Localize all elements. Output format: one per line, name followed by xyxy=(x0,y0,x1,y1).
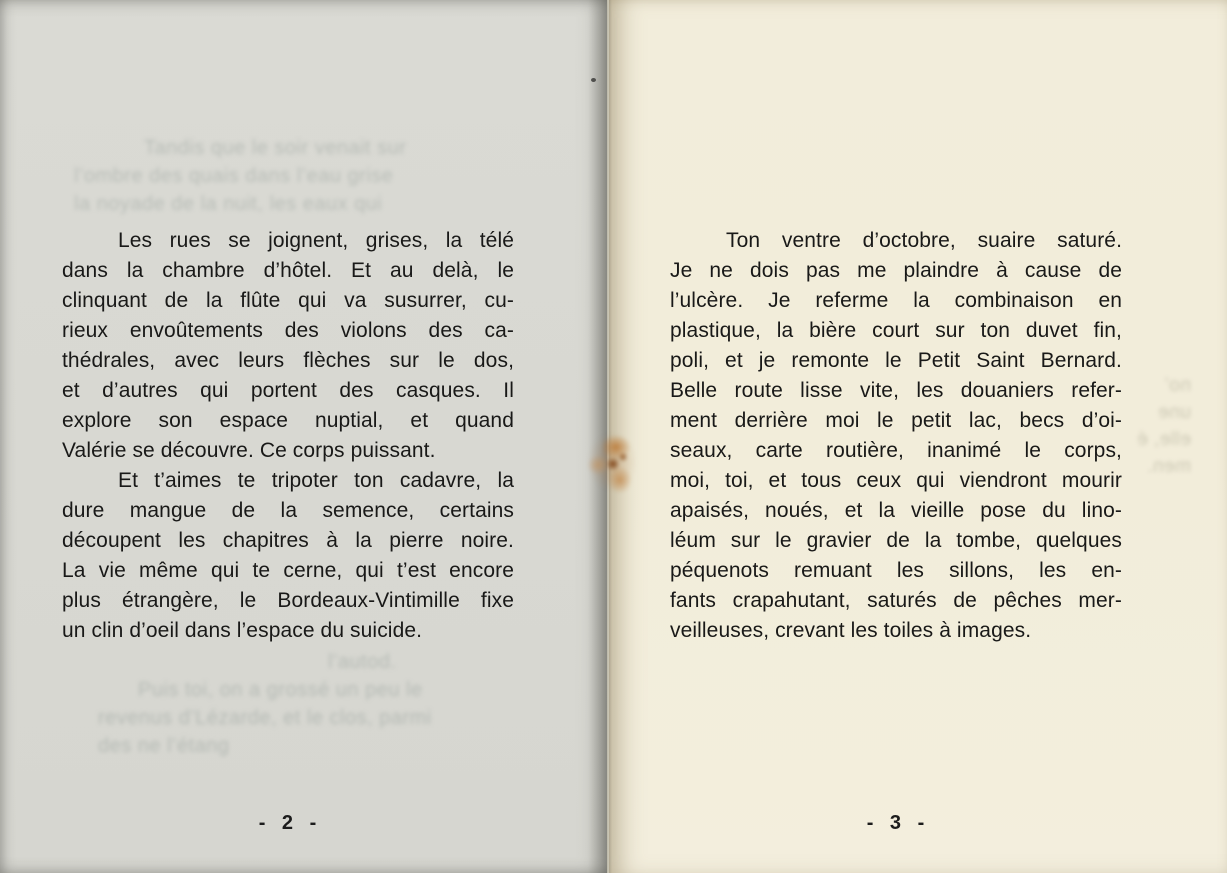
text-line: seaux, carte routière, inanimé le corps, xyxy=(670,439,1122,462)
text-line: thédrales, avec leurs flèches sur le dos, xyxy=(62,349,514,372)
page-right xyxy=(607,0,1227,873)
text-line: plus étrangère, le Bordeaux-Vintimille fixe xyxy=(62,589,514,612)
showthrough-text-top xyxy=(74,134,504,218)
text-line: dans la chambre d’hôtel. Et au delà, le xyxy=(62,259,514,282)
ghost-text-line: des ne l’étang xyxy=(98,735,230,757)
showthrough-text-bottom xyxy=(98,648,538,760)
text-line: découpent les chapitres à la pierre noire. xyxy=(62,529,514,552)
text-line: Et t’aimes te tripoter ton cadavre, la xyxy=(118,469,514,492)
ghost-text-line: elle, é xyxy=(1136,429,1191,450)
text-line: rieux envoûtements des violons des ca- xyxy=(62,319,514,342)
text-line: plastique, la bière court sur ton duvet fin, xyxy=(670,319,1122,342)
ghost-text-line: revenus d’Lézarde, et le clos, parmi xyxy=(98,707,432,729)
text-line: explore son espace nuptial, et quand xyxy=(62,409,514,432)
text-line: Je ne dois pas me plaindre à cause de xyxy=(670,259,1122,282)
right-page-text xyxy=(670,226,1122,646)
ghost-text-line: une xyxy=(1157,402,1191,423)
ghost-text-line: no’ xyxy=(1164,375,1191,396)
text-line: clinquant de la flûte qui va susurrer, cu- xyxy=(62,289,514,312)
text-line: un clin d’oeil dans l’espace du suicide. xyxy=(62,619,423,642)
text-line: fants crapahutant, saturés de pêches mer- xyxy=(670,589,1122,612)
ghost-text-line: men. xyxy=(1146,456,1191,477)
page-number-left: - 2 - xyxy=(258,812,318,834)
paper-speck xyxy=(591,78,596,82)
text-line: La vie même qui te cerne, qui t’est encore xyxy=(62,559,514,582)
left-page-text xyxy=(62,226,514,646)
text-line: dure mangue de la semence, certains xyxy=(62,499,514,522)
text-line: ment derrière moi le petit lac, becs d’oi- xyxy=(670,409,1122,432)
text-line: moi, toi, et tous ceux qui viendront mourir xyxy=(670,469,1122,492)
text-line: Les rues se joignent, grises, la télé xyxy=(118,229,514,252)
ghost-text-line: Tandis que le soir venait sur xyxy=(144,137,407,159)
text-line: et d’autres qui portent des casques. Il xyxy=(62,379,514,402)
text-line: poli, et je remonte le Petit Saint Bernard. xyxy=(670,349,1122,372)
text-line: Valérie se découvre. Ce corps puissant. xyxy=(62,439,436,462)
ghost-text-line: la noyade de la nuit, les eaux qui xyxy=(74,193,383,215)
ghost-text-line: l’ombre des quais dans l’eau grise xyxy=(74,165,394,187)
page-number-right: - 3 - xyxy=(866,812,926,834)
text-line: léum sur le gravier de la tombe, quelques xyxy=(670,529,1122,552)
text-line: veilleuses, crevant les toiles à images. xyxy=(670,619,1032,642)
text-line: péquenots remuant les sillons, les en- xyxy=(670,559,1122,582)
text-line: Ton ventre d’octobre, suaire saturé. xyxy=(726,229,1122,252)
text-line: apaisés, noués, et la vieille pose du lino- xyxy=(670,499,1122,522)
text-line: l’ulcère. Je referme la combinaison en xyxy=(670,289,1122,312)
ghost-text-line: l’autod. xyxy=(328,651,397,673)
ghost-text-line: Puis toi, on a grossé un peu le xyxy=(138,679,423,701)
text-line: Belle route lisse vite, les douaniers refer- xyxy=(670,379,1122,402)
page-left xyxy=(0,0,607,873)
